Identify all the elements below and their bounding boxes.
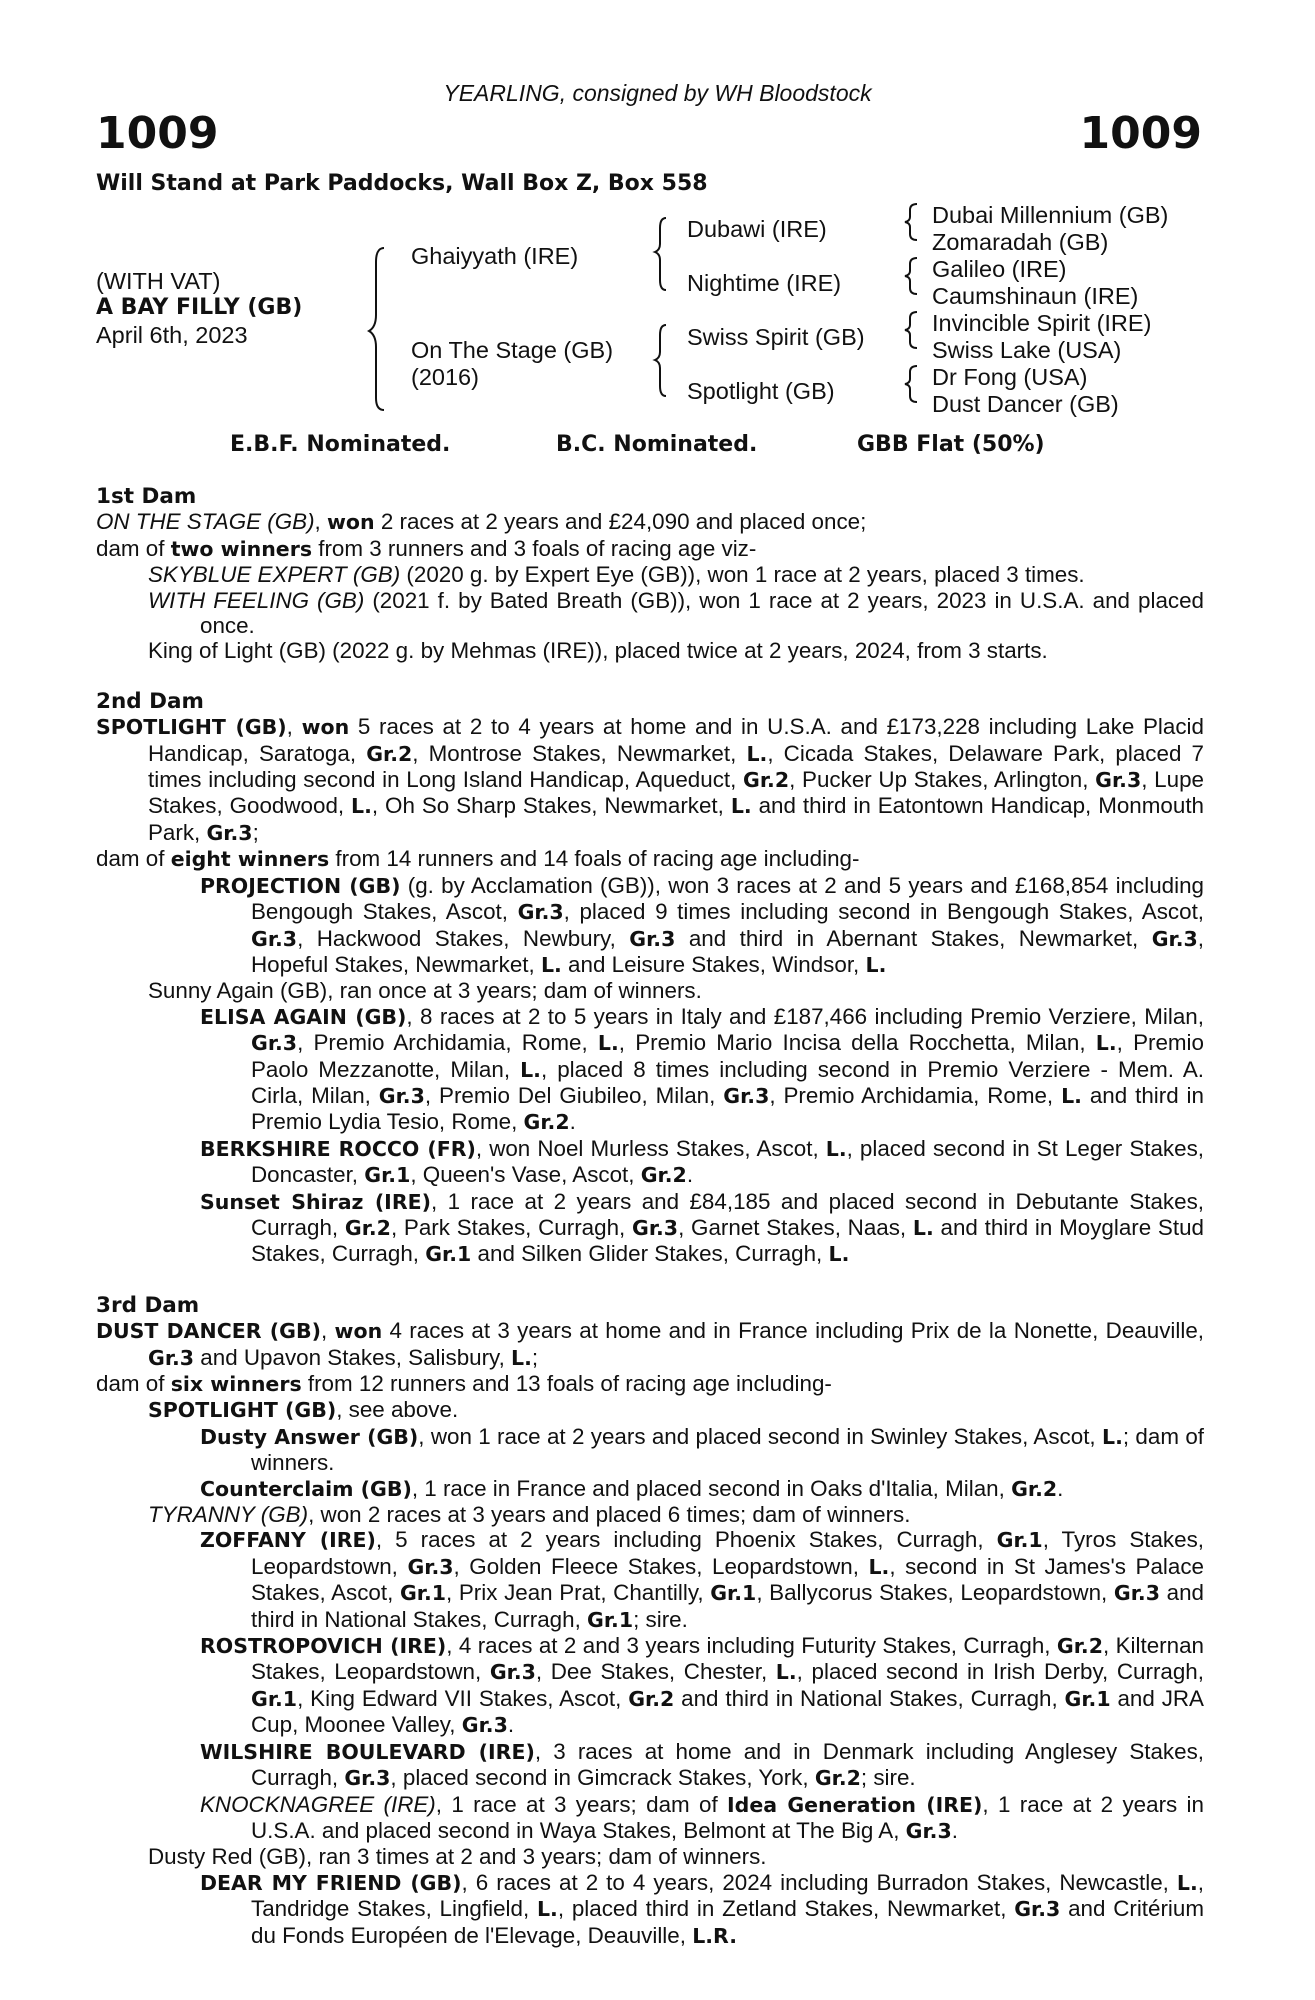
dam-name: On The Stage (GB)	[411, 337, 614, 363]
entry-text: , placed third in Zetland Stakes, Newmarket,	[557, 1896, 1015, 1922]
entry-text: , won Noel Murless Stakes, Ascot,	[475, 1135, 826, 1161]
entry-text: , Premio Paolo Mezzanotte, Milan,	[251, 1030, 1204, 1082]
bold-text: L.	[825, 1136, 847, 1161]
bold-text: Gr.3	[723, 1083, 770, 1108]
entry-text: , 8 races at 2 to 5 years in Italy and £187,466 including Premio Verziere, Milan,	[406, 1003, 1204, 1029]
entry-text: , Queen's Vase, Ascot,	[410, 1162, 641, 1188]
section-heading: 3rd Dam	[96, 1292, 200, 1318]
italic-text: SKYBLUE EXPERT (GB)	[148, 562, 401, 588]
grandsire-maternal: Swiss Spirit (GB)	[687, 324, 865, 350]
entry-text: , Cicada Stakes, Delaware Park, placed 7 times including second in Long Island Handicap, Aqueduct,	[148, 740, 1204, 793]
produce-entry	[96, 1476, 1204, 1502]
bold-text: Gr.3	[629, 926, 676, 951]
entry-text: , Tyros Stakes, Leopardstown,	[251, 1527, 1204, 1579]
entry-text: , second in St James's Palace Stakes, Ascot,	[251, 1553, 1204, 1606]
bold-text: Sunset Shiraz (IRE)	[200, 1189, 431, 1214]
bold-text: two winners	[170, 536, 313, 561]
bold-text: Gr.3	[148, 1345, 195, 1370]
bold-text: L.	[865, 952, 887, 977]
entry-text: , placed 9 times including second in Bengough Stakes, Ascot,	[563, 899, 1205, 925]
entry-text: .	[686, 1162, 694, 1188]
bold-text: Gr.3	[1014, 1897, 1061, 1922]
bold-text: L.	[1061, 1083, 1082, 1108]
bold-text: eight winners	[170, 847, 330, 872]
entry-text: dam of	[96, 1371, 171, 1396]
ancestor-6: Swiss Lake (USA)	[932, 337, 1122, 363]
entry-text: , won 2 races at 3 years and placed 6 times; dam of winners.	[308, 1502, 911, 1528]
produce-entry	[96, 588, 1204, 639]
vat-note: (WITH VAT)	[96, 268, 221, 294]
bold-text: Gr.2	[344, 1215, 391, 1240]
entry-text: and Critérium du Fonds Européen de l'Elevage, Deauville,	[251, 1896, 1205, 1948]
bracket-dubawi	[905, 204, 917, 240]
entry-text: and Leisure Stakes, Windsor,	[561, 951, 866, 977]
entry-text: , won 1 race at 2 years and placed second in Swinley Stakes, Ascot,	[418, 1423, 1102, 1449]
bold-text: Gr.1	[710, 1581, 757, 1606]
produce-entry	[96, 509, 1204, 535]
entry-text: and third in Eatontown Handicap, Monmouth Park,	[148, 793, 1204, 845]
entry-text: , Ballycorus Stakes, Leopardstown,	[756, 1580, 1114, 1606]
bold-text: Gr.3	[1151, 926, 1198, 951]
entry-text: from 14 runners and 14 foals of racing age including-	[329, 846, 860, 872]
entry-text: and Upavon Stakes, Salisbury,	[194, 1344, 512, 1370]
bold-text: Gr.3	[251, 1031, 298, 1056]
entry-text: , Garnet Stakes, Naas,	[678, 1214, 913, 1240]
bold-text: Gr.3	[461, 1713, 508, 1738]
entry-text: , placed second in St Leger Stakes, Doncaster,	[251, 1135, 1205, 1188]
bold-text: L.	[1102, 1424, 1123, 1449]
entry-text: , Oh So Sharp Stakes, Newmarket,	[371, 793, 731, 819]
catalogue-header: YEARLING, consigned by WH Bloodstock	[443, 80, 872, 106]
entry-text: , 3 races at home and in Denmark including Anglesey Stakes, Curragh,	[251, 1738, 1204, 1791]
entry-text: 2 races at 2 years and £24,090 and placed once;	[374, 509, 867, 535]
section-spacer	[96, 1268, 1204, 1293]
bold-text: Gr.1	[587, 1607, 634, 1632]
entry-text: , Kilternan Stakes, Leopardstown,	[251, 1633, 1204, 1685]
entry-text: , placed second in Gimcrack Stakes, York,	[390, 1765, 815, 1791]
produce-entry	[96, 562, 1204, 587]
gbb-flat: GBB Flat (50%)	[857, 432, 1045, 457]
bold-text: Counterclaim (GB)	[200, 1476, 412, 1501]
entry-text: , Premio Del Giubileo, Milan,	[424, 1082, 724, 1108]
entry-text: , 1 race in France and placed second in Oaks d'Italia, Milan,	[411, 1475, 1012, 1501]
produce-entry	[96, 1318, 1204, 1371]
entry-text: , Premio Mario Incisa della Rocchetta, Milan,	[618, 1030, 1096, 1056]
bracket-lot	[369, 248, 384, 410]
entry-text: (2021 f. by Bated Breath (GB)), won 1 race at 2 years, 2023 in U.S.A. and placed once.	[200, 587, 1204, 639]
bold-text: Idea Generation (IRE)	[727, 1792, 983, 1817]
bold-text: Gr.3	[251, 926, 298, 951]
bold-text: Gr.3	[1095, 768, 1142, 793]
entry-text: , Golden Fleece Stakes, Leopardstown,	[453, 1553, 869, 1579]
dam-sections	[96, 484, 1204, 1949]
entry-text: and third in National Stakes, Curragh,	[674, 1685, 1065, 1711]
entry-text: dam of	[96, 535, 171, 561]
bold-text: Dusty Answer (GB)	[200, 1424, 419, 1449]
produce-entry	[96, 978, 1204, 1003]
section-heading: 1st Dam	[96, 484, 197, 509]
bold-text: ELISA AGAIN (GB)	[200, 1004, 407, 1029]
bold-text: L.	[775, 1660, 797, 1685]
entry-text: , King Edward VII Stakes, Ascot,	[297, 1685, 629, 1711]
lot-name: A BAY FILLY (GB)	[96, 295, 303, 320]
entry-text: ; dam of winners.	[251, 1423, 1204, 1476]
produce-entry	[96, 1739, 1204, 1792]
bold-text: ROSTROPOVICH (IRE)	[200, 1634, 447, 1659]
bold-text: six winners	[170, 1372, 302, 1396]
italic-text: KNOCKNAGREE (IRE)	[200, 1791, 436, 1817]
bold-text: Gr.2	[523, 1110, 570, 1135]
bold-text: Gr.3	[378, 1083, 425, 1108]
entry-text: and third in Abernant Stakes, Newmarket,	[675, 925, 1152, 951]
sire-name: Ghaiyyath (IRE)	[411, 243, 579, 269]
entry-text: 5 races at 2 to 4 years at home and in U.S.A. and £173,228 including Lake Placid Handicap, Saratoga,	[148, 714, 1204, 766]
entry-text: and JRA Cup, Moonee Valley,	[251, 1685, 1204, 1738]
bold-text: PROJECTION (GB)	[200, 873, 401, 898]
entry-text: 4 races at 3 years at home and in France including Prix de la Nonette, Deauville,	[382, 1318, 1204, 1344]
bold-text: Gr.3	[344, 1766, 391, 1791]
bold-text: DEAR MY FRIEND (GB)	[200, 1870, 462, 1895]
entry-text: , 1 race at 2 years in U.S.A. and placed second in Waya Stakes, Belmont at The Big A,	[251, 1791, 1204, 1843]
produce-entry	[96, 846, 1204, 872]
produce-entry	[96, 714, 1204, 846]
entry-text: and third in Moyglare Stud Stakes, Curragh,	[251, 1214, 1204, 1267]
entry-text: , Pucker Up Stakes, Arlington,	[789, 767, 1096, 793]
bracket-sire	[655, 218, 666, 290]
entry-text: , Premio Archidamia, Rome,	[297, 1030, 598, 1056]
section-heading: 2nd Dam	[96, 688, 204, 714]
bold-text: Gr.1	[996, 1528, 1043, 1553]
bracket-dam	[655, 325, 666, 396]
entry-text: , Tandridge Stakes, Lingfield,	[251, 1869, 1204, 1922]
entry-text: .	[507, 1712, 515, 1738]
bold-text: L.	[351, 794, 372, 819]
entry-text: , Montrose Stakes, Newmarket,	[412, 740, 747, 766]
produce-entry	[96, 1397, 1204, 1423]
entry-text: ; sire.	[860, 1765, 916, 1791]
entry-text: , Premio Archidamia, Rome,	[769, 1082, 1062, 1108]
bold-text: Gr.1	[425, 1242, 472, 1267]
bold-text: won	[334, 1319, 383, 1344]
entry-text: , see above.	[336, 1397, 459, 1423]
entry-text: King of Light (GB) (2022 g. by Mehmas (IRE)), placed twice at 2 years, 2024, from 3 starts.	[148, 638, 1048, 664]
bold-text: won	[301, 715, 350, 740]
bold-text: ZOFFANY (IRE)	[200, 1528, 376, 1553]
bold-text: Gr.2	[366, 741, 413, 766]
produce-entry	[96, 1633, 1204, 1739]
ancestor-4: Caumshinaun (IRE)	[932, 283, 1139, 309]
bold-text: Gr.3	[1113, 1581, 1160, 1606]
bold-text: Gr.3	[517, 900, 564, 925]
bc-nomination: B.C. Nominated.	[556, 432, 758, 457]
entry-text: , 5 races at 2 years including Phoenix Stakes, Curragh,	[375, 1527, 997, 1553]
bold-text: Gr.1	[1064, 1686, 1111, 1711]
ebf-nomination: E.B.F. Nominated.	[230, 432, 451, 457]
bold-text: L.	[912, 1215, 934, 1240]
produce-entry	[96, 1502, 1204, 1527]
bold-text: Gr.2	[743, 768, 790, 793]
lot-number-right: 1009	[1079, 108, 1202, 159]
bold-text: Gr.2	[1011, 1476, 1058, 1501]
bold-text: BERKSHIRE ROCCO (FR)	[200, 1136, 476, 1161]
bold-text: Gr.1	[364, 1163, 411, 1188]
foaling-date: April 6th, 2023	[96, 322, 248, 348]
entry-text: , Hackwood Stakes, Newbury,	[297, 925, 630, 951]
entry-text: , Park Stakes, Curragh,	[390, 1214, 632, 1240]
produce-entry	[96, 1189, 1204, 1268]
produce-entry	[96, 638, 1204, 663]
bold-text: L.	[597, 1031, 619, 1056]
italic-text: ON THE STAGE (GB)	[96, 509, 315, 535]
ancestor-5: Invincible Spirit (IRE)	[932, 310, 1152, 336]
entry-text: from 3 runners and 3 foals of racing age viz-	[312, 535, 757, 561]
ancestor-1: Dubai Millennium (GB)	[932, 202, 1169, 228]
produce-entry	[96, 1424, 1204, 1476]
entry-text: , 4 races at 2 and 3 years including Futurity Stakes, Curragh,	[446, 1633, 1057, 1659]
entry-text: .	[1057, 1475, 1064, 1501]
produce-entry	[96, 536, 1204, 562]
ancestor-7: Dr Fong (USA)	[932, 364, 1088, 390]
entry-text: and third in National Stakes, Curragh,	[251, 1580, 1204, 1632]
bold-text: L.	[536, 1897, 558, 1922]
granddam-maternal: Spotlight (GB)	[687, 378, 835, 404]
entry-text: , Hopeful Stakes, Newmarket,	[251, 925, 1205, 977]
produce-entry	[96, 1527, 1204, 1633]
bold-text: Gr.1	[251, 1686, 298, 1711]
entry-text: ,	[314, 509, 327, 535]
bold-text: L.	[746, 741, 768, 766]
produce-entry	[96, 873, 1204, 979]
bracket-swiss-spirit	[905, 312, 917, 348]
bracket-nightime	[905, 258, 917, 294]
produce-entry	[96, 1136, 1204, 1189]
bold-text: SPOTLIGHT (GB)	[96, 715, 287, 740]
stand-location: Will Stand at Park Paddocks, Wall Box Z, Box 558	[96, 171, 708, 196]
bold-text: Gr.3	[206, 820, 253, 845]
bold-text: DUST DANCER (GB)	[96, 1319, 321, 1344]
lot-number-left: 1009	[96, 108, 219, 159]
bold-text: Gr.2	[1056, 1634, 1103, 1659]
bold-text: Gr.2	[628, 1686, 675, 1711]
entry-text: from 12 runners and 13 foals of racing age including-	[301, 1371, 832, 1396]
dam-year: (2016)	[411, 364, 479, 390]
produce-entry	[96, 1004, 1204, 1136]
entry-text: (2020 g. by Expert Eye (GB)), won 1 race at 2 years, placed 3 times.	[400, 562, 1085, 588]
ancestor-3: Galileo (IRE)	[932, 256, 1067, 282]
entry-text: Sunny Again (GB), ran once at 3 years; dam of winners.	[148, 978, 702, 1004]
bold-text: L.	[1176, 1870, 1198, 1895]
bold-text: won	[326, 510, 375, 535]
entry-text: and Silken Glider Stakes, Curragh,	[471, 1241, 829, 1267]
bold-text: Gr.3	[632, 1215, 679, 1240]
grandsire-paternal: Dubawi (IRE)	[687, 216, 827, 242]
produce-entry	[96, 1792, 1204, 1845]
bold-text: Gr.3	[489, 1660, 536, 1685]
bold-text: Gr.2	[814, 1766, 861, 1791]
produce-entry	[96, 1870, 1204, 1949]
entry-text: ;	[252, 819, 259, 845]
produce-entry	[96, 1371, 1204, 1397]
entry-text: , 1 race at 3 years; dam of	[435, 1791, 728, 1817]
entry-text: and third in Premio Lydia Tesio, Rome,	[251, 1082, 1204, 1135]
bold-text: L.	[520, 1057, 541, 1082]
granddam-paternal: Nightime (IRE)	[687, 270, 842, 296]
bold-text: L.	[1095, 1031, 1117, 1056]
bold-text: Gr.3	[905, 1818, 952, 1843]
entry-text: dam of	[96, 846, 171, 872]
entry-text: , placed 8 times including second in Premio Verziere - Mem. A. Cirla, Milan,	[251, 1056, 1204, 1108]
entry-text: ,	[286, 714, 302, 740]
entry-text: ;	[531, 1344, 539, 1370]
entry-text: , 1 race at 2 years and £84,185 and placed second in Debutante Stakes, Curragh,	[251, 1188, 1204, 1240]
bold-text: SPOTLIGHT (GB)	[148, 1398, 337, 1423]
bracket-spotlight	[905, 366, 917, 402]
entry-text: (g. by Acclamation (GB)), won 3 races at 2 and 5 years and £168,854 including Bengough Stakes, Ascot,	[251, 872, 1204, 925]
bold-text: Gr.2	[640, 1163, 687, 1188]
italic-text: WITH FEELING (GB)	[148, 587, 365, 613]
entry-text: .	[951, 1817, 958, 1843]
bold-text: WILSHIRE BOULEVARD (IRE)	[200, 1739, 535, 1764]
bold-text: L.	[828, 1242, 850, 1267]
bold-text: L.	[730, 794, 752, 819]
entry-text: Dusty Red (GB), ran 3 times at 2 and 3 years; dam of winners.	[148, 1844, 767, 1870]
entry-text: , Dee Stakes, Chester,	[535, 1659, 776, 1685]
ancestor-2: Zomaradah (GB)	[932, 229, 1109, 255]
entry-text: ,	[320, 1318, 335, 1344]
entry-text: , Lupe Stakes, Goodwood,	[148, 767, 1204, 819]
entry-text: , 6 races at 2 to 4 years, 2024 including Burradon Stakes, Newcastle,	[461, 1869, 1177, 1895]
entry-text: ; sire.	[633, 1606, 688, 1632]
bold-text: L.	[540, 952, 562, 977]
bold-text: Gr.1	[399, 1581, 447, 1606]
entry-text: , placed second in Irish Derby, Curragh,	[796, 1659, 1204, 1685]
bold-text: L.	[868, 1554, 890, 1579]
bold-text: Gr.3	[407, 1554, 454, 1579]
produce-entry	[96, 1844, 1204, 1869]
bold-text: L.R.	[692, 1923, 737, 1948]
entry-text: .	[569, 1109, 576, 1135]
italic-text: TYRANNY (GB)	[148, 1502, 309, 1528]
ancestor-8: Dust Dancer (GB)	[932, 391, 1119, 417]
bold-text: L.	[511, 1345, 532, 1370]
section-spacer	[96, 664, 1204, 689]
entry-text: , Prix Jean Prat, Chantilly,	[446, 1580, 711, 1606]
